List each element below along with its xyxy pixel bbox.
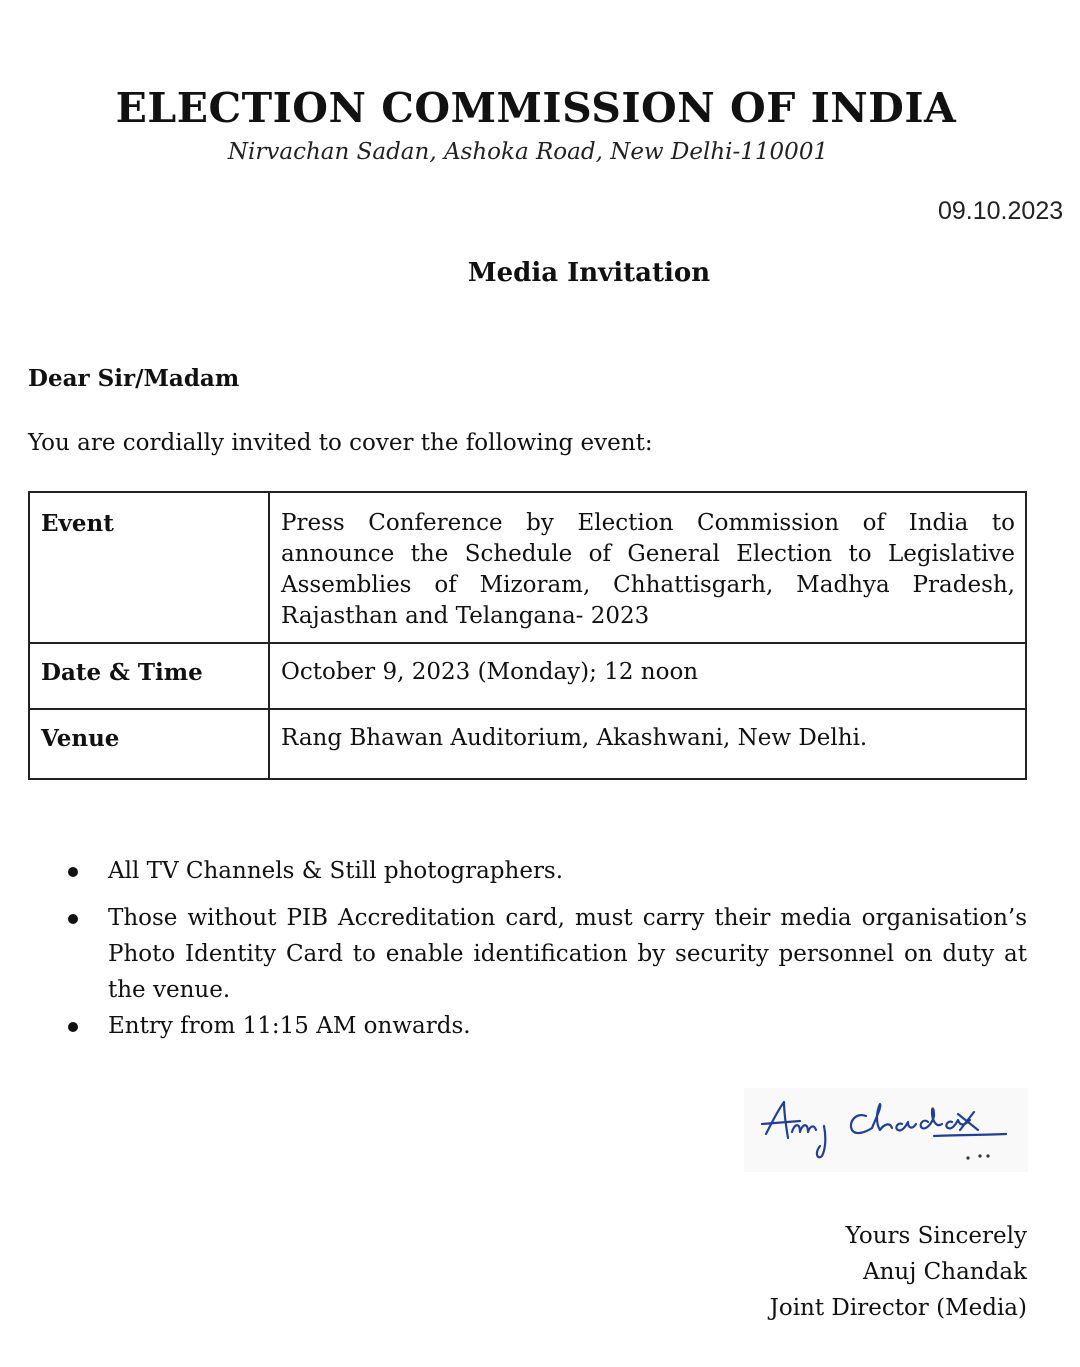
list-item	[108, 1008, 1027, 1044]
bullet-icon	[68, 914, 78, 924]
handwritten-signature	[744, 1088, 1028, 1172]
venue-value: Rang Bhawan Auditorium, Akashwani, New Delhi.	[269, 709, 1026, 779]
closing-text: Yours Sincerely	[845, 1223, 1027, 1249]
signatory-name: Anuj Chandak	[863, 1259, 1027, 1285]
note-text: Entry from 11:15 AM onwards.	[108, 1013, 471, 1039]
event-details-table	[28, 491, 1027, 780]
signature-dot	[966, 1156, 969, 1159]
organization-title: ELECTION COMMISSION OF INDIA	[115, 84, 957, 132]
table-row-date-time	[29, 643, 1026, 709]
event-value: Press Conference by Election Commission of India to announce the Schedule of General Election to Legislative Assemblies of Mizoram, Chhattisgarh, Madhya Pradesh, Rajasthan and Telangana- 2023	[269, 492, 1026, 643]
bullet-icon	[68, 867, 78, 877]
signatory-designation: Joint Director (Media)	[769, 1295, 1027, 1321]
document-heading: Media Invitation	[467, 258, 711, 288]
organization-address: Nirvachan Sadan, Ashoka Road, New Delhi-110001	[227, 139, 829, 165]
list-item	[108, 853, 1027, 889]
signature-dot	[986, 1154, 989, 1157]
table-row-event	[29, 492, 1026, 643]
note-text: All TV Channels & Still photographers.	[108, 858, 564, 884]
notes-list	[108, 853, 1027, 1055]
date-time-label: Date & Time	[29, 643, 269, 709]
venue-label: Venue	[29, 709, 269, 779]
date-time-value: October 9, 2023 (Monday); 12 noon	[269, 643, 1026, 709]
note-text: Those without PIB Accreditation card, must carry their media organisation’s Photo Identity Card to enable identification by security personnel on duty at the venue.	[108, 905, 1027, 1003]
signature-dot	[978, 1154, 981, 1157]
intro-text: You are cordially invited to cover the following event:	[28, 430, 653, 456]
salutation: Dear Sir/Madam	[28, 365, 240, 392]
document-date: 09.10.2023	[938, 197, 1064, 225]
event-label: Event	[29, 492, 269, 643]
sign-off-block	[770, 1218, 1027, 1326]
table-row-venue	[29, 709, 1026, 779]
list-item	[108, 900, 1027, 1008]
bullet-icon	[68, 1022, 78, 1032]
